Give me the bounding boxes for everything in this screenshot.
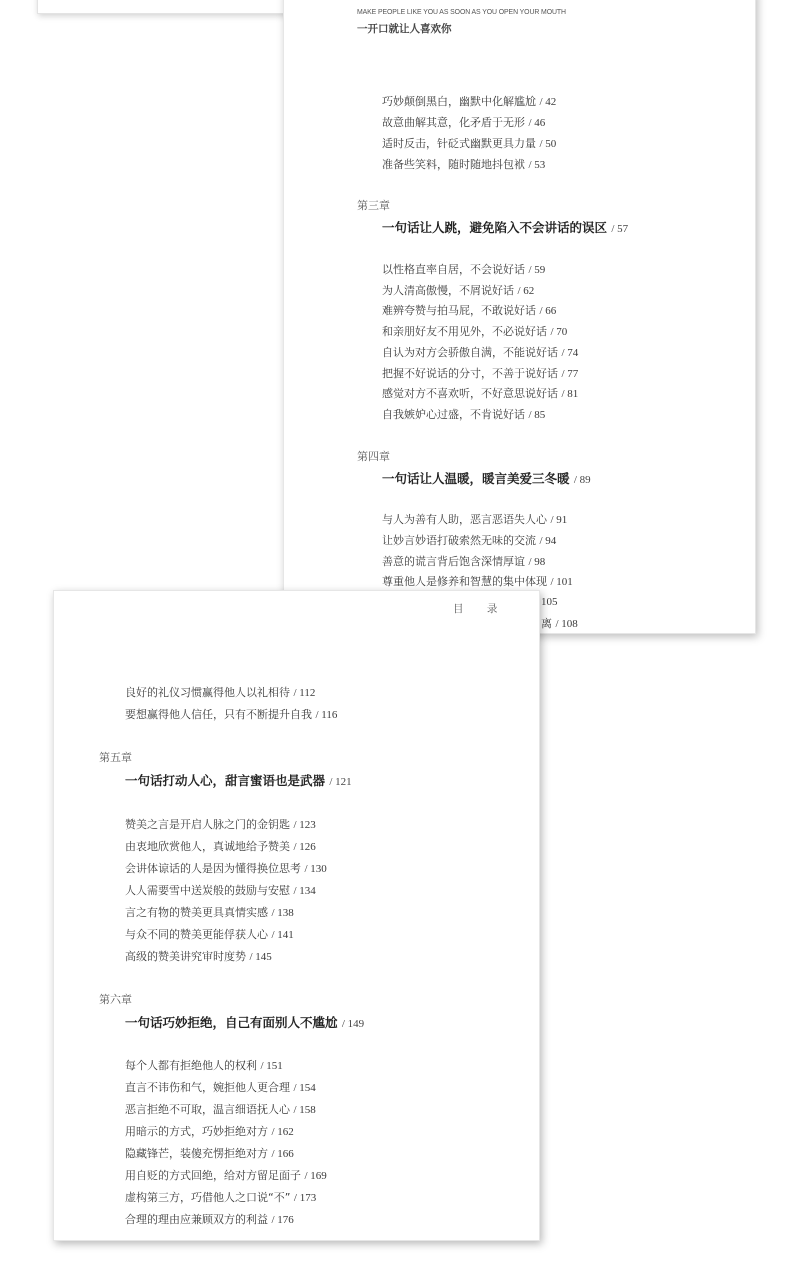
- back-toc-page: [283, 0, 756, 634]
- chapter-title: 一句话让人跳，避免陷入不会讲话的误区 / 57: [382, 220, 629, 235]
- front-toc-page: [53, 590, 540, 1241]
- chapter-label: 第三章: [357, 199, 390, 212]
- toc-entry: 巧妙颠倒黑白，幽默中化解尴尬 / 42: [382, 95, 557, 108]
- toc-entry: 用暗示的方式，巧妙拒绝对方 / 162: [125, 1125, 294, 1138]
- chapter-label: 第四章: [357, 450, 390, 463]
- english-title: MAKE PEOPLE LIKE YOU AS SOON AS YOU OPEN YOUR MOUTH: [357, 7, 566, 16]
- toc-entry: 自认为对方会骄傲自满，不能说好话 / 74: [382, 346, 579, 359]
- toc-entry: 由衷地欣赏他人，真诚地给予赞美 / 126: [125, 840, 316, 853]
- toc-entry: 用自贬的方式回绝，给对方留足面子 / 169: [125, 1169, 327, 1182]
- toc-entry: 自我嫉妒心过盛，不肯说好话 / 85: [382, 408, 546, 421]
- toc-entry: 赞美之言是开启人脉之门的金钥匙 / 123: [125, 818, 316, 831]
- toc-entry: 感觉对方不喜欢听，不好意思说好话 / 81: [382, 387, 579, 400]
- page-header: 目 录: [453, 603, 508, 615]
- chinese-subtitle: 一开口就让人喜欢你: [357, 23, 452, 35]
- toc-entry: 善意的谎言背后饱含深情厚谊 / 98: [382, 555, 546, 568]
- toc-entry: 合理的理由应兼顾双方的利益 / 176: [125, 1213, 294, 1226]
- toc-entry: 和亲朋好友不用见外，不必说好话 / 70: [382, 325, 568, 338]
- toc-entry: 尊重他人是修养和智慧的集中体现 / 101: [382, 575, 573, 588]
- toc-entry: 言之有物的赞美更具真情实感 / 138: [125, 906, 294, 919]
- toc-entry: 良好的礼仪习惯赢得他人以礼相待 / 112: [125, 686, 316, 699]
- toc-entry: 与人为善有人助，恶言恶语失人心 / 91: [382, 513, 568, 526]
- toc-entry: 隐藏锋芒，装傻充愣拒绝对方 / 166: [125, 1147, 294, 1160]
- toc-entry-partial: 105: [541, 596, 558, 608]
- toc-entry: 让妙言妙语打破索然无味的交流 / 94: [382, 534, 557, 547]
- toc-entry: 适时反击，针砭式幽默更具力量 / 50: [382, 137, 557, 150]
- toc-entry: 以性格直率自居，不会说好话 / 59: [382, 263, 546, 276]
- toc-entry: 直言不讳伤和气，婉拒他人更合理 / 154: [125, 1081, 316, 1094]
- toc-entry: 高级的赞美讲究审时度势 / 145: [125, 950, 272, 963]
- partial-page-top-left: [37, 0, 305, 14]
- toc-entry: 准备些笑料，随时随地抖包袱 / 53: [382, 158, 546, 171]
- toc-entry: 故意曲解其意，化矛盾于无形 / 46: [382, 116, 546, 129]
- toc-entry: 人人需要雪中送炭般的鼓励与安慰 / 134: [125, 884, 316, 897]
- chapter-label: 第六章: [99, 993, 132, 1006]
- toc-entry: 把握不好说话的分寸，不善于说好话 / 77: [382, 367, 579, 380]
- toc-entry: 会讲体谅话的人是因为懂得换位思考 / 130: [125, 862, 327, 875]
- toc-entry: 每个人都有拒绝他人的权利 / 151: [125, 1059, 283, 1072]
- chapter-title: 一句话让人温暖，暖言美爱三冬暖 / 89: [382, 471, 591, 486]
- toc-entry: 为人清高傲慢，不屑说好话 / 62: [382, 284, 535, 297]
- toc-entry: 与众不同的赞美更能俘获人心 / 141: [125, 928, 294, 941]
- toc-entry: 恶言拒绝不可取，温言细语抚人心 / 158: [125, 1103, 316, 1116]
- chapter-label: 第五章: [99, 751, 132, 764]
- toc-entry: 难辨夸赞与拍马屁，不敢说好话 / 66: [382, 304, 557, 317]
- chapter-title: 一句话巧妙拒绝，自己有面别人不尴尬 / 149: [125, 1015, 365, 1030]
- toc-entry: 要想赢得他人信任，只有不断提升自我 / 116: [125, 708, 338, 721]
- toc-entry-partial: 离 / 108: [541, 617, 578, 630]
- chapter-title: 一句话打动人心，甜言蜜语也是武器 / 121: [125, 773, 352, 788]
- toc-entry: 虚构第三方，巧借他人之口说“不” / 173: [125, 1191, 317, 1204]
